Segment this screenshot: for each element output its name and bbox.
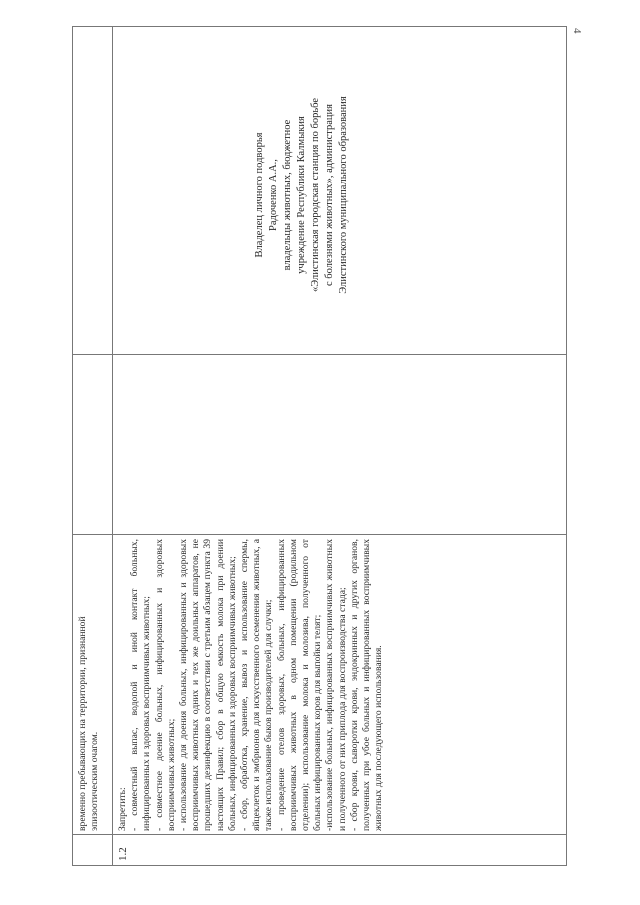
measures-text: [117, 539, 385, 831]
responsible-line: Элистинского муниципального образования: [338, 96, 349, 294]
responsible-line: с болезнями животных», администрация: [324, 104, 335, 286]
responsible-line: Владелец личного подворья: [254, 132, 265, 258]
responsible-parties: [253, 45, 351, 345]
measure-line: Запретить:: [117, 787, 128, 831]
table-row-continuation: [73, 27, 113, 865]
column-divider: [73, 354, 566, 355]
measures-table: [72, 26, 567, 866]
responsible-line: «Элистинская городская станция по борьбе: [310, 98, 321, 292]
column-divider: [73, 834, 566, 835]
measure-line: - использование для доения больных, инфицированных и здоровых восприимчивых животных одних и тех же доильных аппаратов, не прошедших дезинфекцию в соответствии с третьим абзацем пункта 39 настоящих Правил; сбор в общую емкость молока при доении больных, инфицированных и здоровых восприимчивых животных;: [178, 539, 238, 831]
column-divider: [73, 534, 566, 535]
measure-line: -использование больных, инфицированных восприимчивых животных и полученного от них приплода для воспроизводства стада;: [324, 539, 348, 831]
measure-line: - совместный выпас, водопой и иной контакт больных, инфицированных и здоровых восприимчивых животных;: [129, 539, 153, 831]
continuation-text: [77, 539, 101, 831]
continuation-line: эпизоотическим очагом.: [89, 731, 101, 831]
continuation-line: временно пребывающих на территории, признанной: [77, 616, 88, 831]
responsible-line: владельцы животных, бюджетное: [282, 119, 293, 271]
measure-line: - совместное доение больных, инфицированных и здоровых восприимчивых животных;: [153, 539, 177, 831]
measure-line: - проведение отелов здоровых, больных, инфицированных восприимчивых животных в одном помещении (родильном отделении); использование молока и молозива, полученного от больных инфицированных коров для выпойки телят;: [275, 539, 324, 831]
measure-line: - сбор, обработка, хранение, вывоз и использование спермы, яйцеклеток и эмбрионов для искусственного осеменения животных, а также использование быков производителей для случки;: [239, 539, 275, 831]
responsible-line: Радоченко А.А.,: [268, 159, 279, 231]
measure-line: - сбор крови, сыворотки крови, эндокринных и других органов, полученных при убое больных и инфицированных восприимчивых животных для последующего использования.: [348, 539, 385, 831]
page-number: 4: [571, 28, 583, 34]
responsible-line: учреждение Республики Калмыкия: [296, 116, 307, 274]
rotated-table-canvas: [72, 26, 567, 866]
item-number: 1.2: [117, 847, 129, 861]
